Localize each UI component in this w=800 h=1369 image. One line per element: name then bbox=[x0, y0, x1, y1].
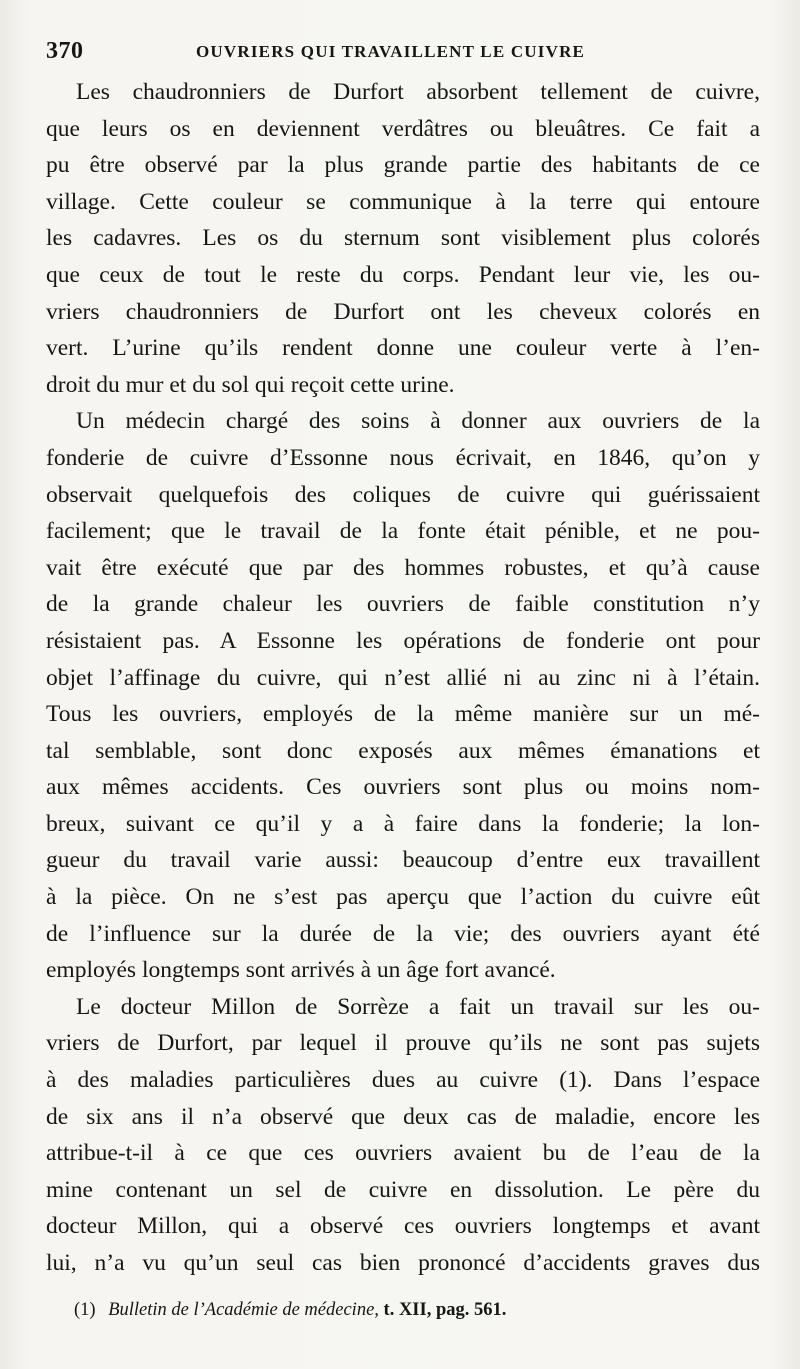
text-line: à des maladies particulières dues au cuivre (1). Dans l’espace bbox=[46, 1067, 760, 1094]
text-line: mine contenant un sel de cuivre en dissolution. Le père du bbox=[46, 1176, 760, 1203]
text-line: que ceux de tout le reste du corps. Pendant leur vie, les ou- bbox=[46, 261, 760, 288]
text-line: tal semblable, sont donc exposés aux mêmes émanations et bbox=[46, 737, 760, 764]
text-line: Les chaudronniers de Durfort absorbent tellement de cuivre, bbox=[76, 79, 760, 105]
text-line: que leurs os en deviennent verdâtres ou bleuâtres. Ce fait a bbox=[46, 115, 760, 142]
text-line: vait être exécuté que par des hommes robustes, et qu’à cause bbox=[46, 554, 760, 581]
text-line: attribue-t-il à ce que ces ouvriers avaient bu de l’eau de la bbox=[46, 1140, 760, 1167]
page-number: 370 bbox=[46, 38, 84, 64]
text-line: employés longtemps sont arrivés à un âge fort avancé. bbox=[46, 957, 556, 984]
footnote bbox=[74, 1300, 506, 1321]
text-line: les cadavres. Les os du sternum sont visiblement plus colorés bbox=[46, 225, 760, 252]
text-line: gueur du travail varie aussi: beaucoup d’entre eux travaillent bbox=[46, 847, 760, 874]
text-line: fonderie de cuivre d’Essonne nous écrivait, en 1846, qu’on y bbox=[46, 444, 760, 471]
text-line: facilement; que le travail de la fonte était pénible, et ne pou- bbox=[46, 518, 760, 545]
running-title: OUVRIERS QUI TRAVAILLENT LE CUIVRE bbox=[196, 42, 586, 61]
text-line: aux mêmes accidents. Ces ouvriers sont plus ou moins nom- bbox=[46, 774, 760, 801]
text-line: résistaient pas. A Essonne les opérations de fonderie ont pour bbox=[46, 627, 760, 654]
text-line: pu être observé par la plus grande partie des habitants de ce bbox=[46, 152, 760, 179]
text-line: observait quelquefois des coliques de cuivre qui guérissaient bbox=[46, 481, 760, 508]
text-line: village. Cette couleur se communique à la terre qui entoure bbox=[46, 188, 760, 215]
text-line: vriers chaudronniers de Durfort ont les cheveux colorés en bbox=[46, 298, 760, 325]
footnote-source-title: Bulletin de l’Académie de médecine, bbox=[108, 1300, 379, 1320]
footnote-reference: t. XII, pag. 561. bbox=[383, 1300, 507, 1320]
text-line: droit du mur et du sol qui reçoit cette urine. bbox=[46, 371, 455, 398]
text-line: objet l’affinage du cuivre, qui n’est allié ni au zinc ni à l’étain. bbox=[46, 664, 760, 691]
text-line: lui, n’a vu qu’un seul cas bien prononcé d’accidents graves dus bbox=[46, 1250, 760, 1276]
text-line: Le docteur Millon de Sorrèze a fait un travail sur les ou- bbox=[76, 993, 760, 1020]
text-line: à la pièce. On ne s’est pas aperçu que l’action du cuivre eût bbox=[46, 884, 760, 911]
text-line: breux, suivant ce qu’il y a à faire dans la fonderie; la lon- bbox=[46, 810, 760, 837]
text-line: Tous les ouvriers, employés de la même manière sur un mé- bbox=[46, 701, 760, 728]
text-line: vert. L’urine qu’ils rendent donne une couleur verte à l’en- bbox=[46, 335, 760, 362]
text-line: Un médecin chargé des soins à donner aux ouvriers de la bbox=[76, 408, 760, 435]
running-header bbox=[46, 38, 760, 68]
text-line: de l’influence sur la durée de la vie; des ouvriers ayant été bbox=[46, 920, 760, 947]
text-line: docteur Millon, qui a observé ces ouvriers longtemps et avant bbox=[46, 1213, 760, 1240]
body-text bbox=[46, 74, 760, 1282]
text-line: vriers de Durfort, par lequel il prouve qu’ils ne sont pas sujets bbox=[46, 1030, 760, 1057]
text-line: de six ans il n’a observé que deux cas de maladie, encore les bbox=[46, 1103, 760, 1130]
footnote-number: (1) bbox=[74, 1300, 96, 1320]
text-line: de la grande chaleur les ouvriers de faible constitution n’y bbox=[46, 591, 760, 618]
